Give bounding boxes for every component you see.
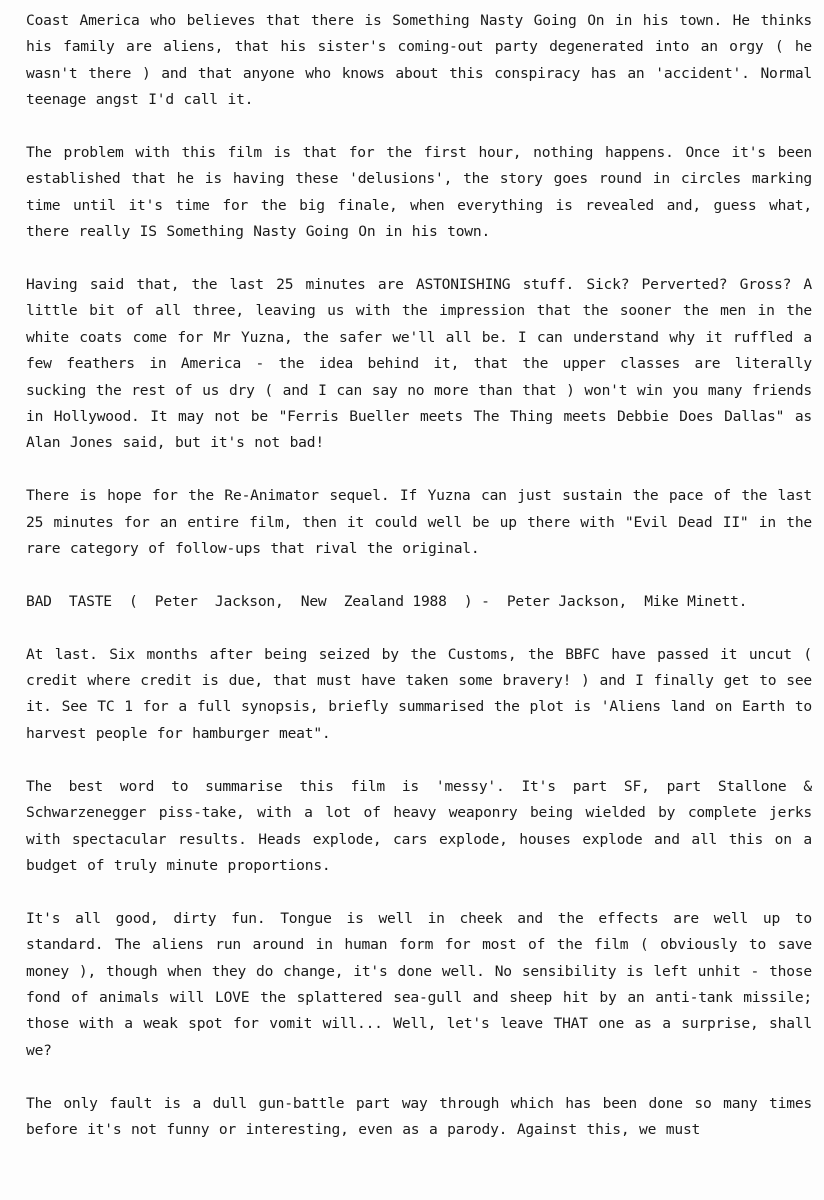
paragraph-society-finale: Having said that, the last 25 minutes are ASTONISHING stuff. Sick? Perverted? Gross? A little bit of all three, leaving us with the impression that the sooner the men in the white coats come for Mr Yuzna, the safer we'll all be. I can understand why it ruffled a few feathers in America - the idea behind it, that the upper classes are literally sucking the rest of us dry ( and I can say no more than that ) won't win you many friends in Hollywood. It may not be "Ferris Bueller meets The Thing meets Debbie Does Dallas" as Alan Jones said, but it's not bad! xyxy=(26,276,812,452)
paragraph-bad-taste-fault: The only fault is a dull gun-battle part way through which has been done so many times before it's not funny or interesting, even as a parody. Against this, we must xyxy=(26,1094,812,1138)
paragraph-bad-taste-fun: It's all good, dirty fun. Tongue is well in cheek and the effects are well up to standard. The aliens run around in human form for most of the film ( obviously to save money ), though when they do change, it's done well. No sensibility is left unhit - those fond of animals will LOVE the splattered sea-gull and sheep hit by an anti-tank missile; those with a weak spot for vomit will... Well, let's leave THAT one as a surprise, shall we? xyxy=(26,909,812,1059)
document-body xyxy=(26,8,812,1170)
paragraph-bad-taste-messy: The best word to summarise this film is 'messy'. It's part SF, part Stallone & Schwarzenegger piss-take, with a lot of heavy weaponry being wielded by complete jerks with spectacular results. Heads explode, cars explode, houses explode and all this on a budget of truly minute proportions. xyxy=(26,777,812,874)
paragraph-bad-taste-intro: At last. Six months after being seized by the Customs, the BBFC have passed it uncut ( credit where credit is due, that must have taken some bravery! ) and I finally get to see it. See TC 1 for a full synopsis, briefly summarised the plot is 'Aliens land on Earth to harvest people for hamburger meat". xyxy=(26,645,812,742)
paragraph-society-intro: Coast America who believes that there is Something Nasty Going On in his town. He thinks his family are aliens, that his sister's coming-out party degenerated into an orgy ( he wasn't there ) and that anyone who knows about this conspiracy has an 'accident'. Normal teenage angst I'd call it. xyxy=(26,12,812,109)
paragraph-society-sequel: There is hope for the Re-Animator sequel. If Yuzna can just sustain the pace of the last 25 minutes for an entire film, then it could well be up there with "Evil Dead II" in the rare category of follow-ups that rival the original. xyxy=(26,487,812,558)
review-heading-bad-taste: BAD TASTE ( Peter Jackson, New Zealand 1988 ) - Peter Jackson, Mike Minett. xyxy=(26,592,748,610)
paragraph-society-problem: The problem with this film is that for the first hour, nothing happens. Once it's been established that he is having these 'delusions', the story goes round in circles marking time until it's time for the big finale, when everything is revealed and, guess what, there really IS Something Nasty Going On in his town. xyxy=(26,144,812,241)
